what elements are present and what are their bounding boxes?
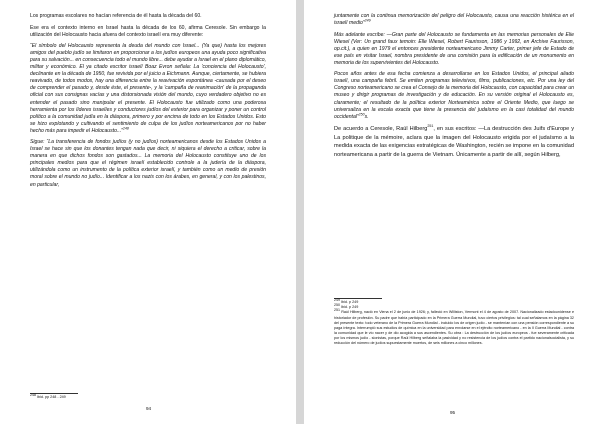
footnote-text: Raúl Hilberg, nació en Viena el 2 de junio de 1926; y, falleció en Williston, Vermont el 4 de agosto de 2007. Nacionalizado estadounidense e historiador de profesión. Su padre que había participado en la Primera Guerra Mundial, tuvo ciertos privilegios: tal cual señalamos en la página 32 del presente texto: todo veterano de la Primera Guerra Mundial - incluido los de origen judío - se mantenían con una pensión correspondiente a su paga íntegra. Interrumpió sus estudios de química en la universidad para enrolarse en el ejército norteamericano - en la II Guerra Mundial - contra la comunidad que le vio nacer y de dio acogida a sus ascendientes. Su obra : La destrucción de los judíos europeos - fue severamente criticada por los mismos judío - sionistas, porque Raúl Hilberg señalaba la pasividad y no resistencia de los judíos contra el partido nacionalsocialista, y su reducción del número de judíos supuestamente muertos, de seis millones a cinco millones.: [334, 310, 574, 345]
footnote-ref: 250: [358, 111, 365, 116]
right-footnotes: [334, 300, 574, 346]
quote-text: juntamente con la continua memorización del peligro del Holocausto, causa una reacción histérica en el israelí medio”: [334, 13, 574, 27]
block-quote: Más adelante escribe: —Gran parte del Holocausto se fundamenta en las memorias personales de Elie Wiesel (Ver: Un grand faux temoin: Elle Wiesel, Robert Faurisson, 1986 y 1992, en Archive Faurisson, op.cit.), a quien en 1979 el entonces presidente norteamericano Jimmy Carter, primer jefe de Estado de ese país en visitar Israel, nombra presidente de una comisión para la edificación de un monumento en memoria de los supervivientes del Holocausto.: [334, 31, 574, 66]
paragraph-text: De acuerdo a Ceresole, Raúl Hilberg: [334, 126, 428, 133]
left-footnotes: [30, 395, 266, 400]
paragraph-tail: , en sus escritos: —La destrucción des Juifs d'Europe y La politique de la mémoire, aclara que la imagen del Holocausto erigida por el judaísmo a la medida exacta de las exigencias estratégicas de Washington, recién se impone en la comunidad norteamericana a partir de la guerra de Vietnam. Únicamente a partir de allí, según Hilberg,: [334, 126, 575, 158]
footnote-text: Ibid. p 249: [341, 300, 359, 305]
footnote-text: Ibid. pp 248 - 249: [37, 395, 66, 400]
footnote-rule: [334, 298, 382, 299]
footnote-number: 250: [334, 303, 340, 308]
paragraph: Ese era el contexto interno en Israel hasta la década de los 60, afirma Ceresole. Sin embargo la utilización del Holocausto hacia afuera del contexto israelí era muy diferente:: [30, 24, 266, 38]
footnote-ref: 248: [122, 126, 129, 131]
footnote-ref: 249: [364, 18, 371, 23]
footnote-rule: [30, 393, 78, 394]
footnote: [30, 395, 266, 400]
footnote: [334, 310, 574, 345]
quote-text: Pocos años antes de esa fecha comienza a desarrollarse en los Estados Unidos, el principal aliado israelí, una campaña febril. Se emiten programas televisivos, films, publicaciones, etc. Por una ley del Congreso norteamericano se crea el Consejo de la memoria del Holocausto, con capacidad para crear un museo y dirigir programas de investigación y de educación. En su versión original el Holocausto es, claramente; el resultado de la política exterior Norteamérica sobre el Oriente Medio, que luego se universaliza en la escala exacta que tiene la presencia del judaísmo en la casi totalidad del mundo occidental”: [334, 71, 574, 120]
quote-text: “El símbolo del Holocausto representa la deuda del mundo con Israel... (Ya que) hasta los mejores amigos del pueblo judío se limitaron en proporcionar a los judíos europeos una ayuda poco significativa para su salvación... en consecuencia todo el mundo libre... debe ayudar a Israel en el plano diplomático, militar y económico. El ya citado escritor israelí Boaz Evron señala: La 'conciencia del Holocausto', declinante en la década de 1950, fue revivida por el juicio a Eichmann. Aunque, ciertamente, se hubiera reavivado, de todos modos, hay una diferencia entre la reavivación espontánea -causada por el deseo de comprender el pasado y, desde éste, el presente-, y la 'campaña de reanimación' de la propaganda oficial con sus consignas vacías y una distorsionada visión del mundo, cuyo verdadero objetivo no es entender el pasado sino manipular el presente. El Holocausto fue utilizado como una poderosa herramienta por los líderes israelíes y conductores judíos del exterior para organizar y poner un control político a la comunidad judía en la diáspora, primero y por encima de todo en los Estados Unidos. Esto se hizo explotando y cultivando el sentimiento de culpa de los judíos norteamericanos por no haber hecho más para impedir el Holocausto...”: [30, 43, 266, 134]
left-page-body: [30, 13, 266, 193]
page-number: 95: [450, 410, 456, 415]
block-quote: [334, 71, 574, 120]
paragraph: Los programas escolares no hacían referencia de él hasta la década del 60.: [30, 13, 202, 19]
left-page: [0, 0, 296, 424]
paragraph: [334, 125, 574, 159]
footnote-number: 248: [30, 393, 36, 397]
right-page-body: [334, 13, 574, 164]
quote-suffix: s.: [364, 113, 369, 120]
footnote-number: 251: [334, 308, 340, 313]
footnote-number: 249: [334, 298, 340, 302]
footnote-text: Ibid. p 249: [341, 305, 359, 310]
footnote-ref: 251: [427, 124, 434, 129]
block-quote: [334, 13, 574, 27]
right-page: [304, 0, 600, 424]
block-quote: Sigue: “La transferencia de fondos judíos (y no judíos) norteamericanos desde los Estados Unidos a Israel se hace sin que los donantes tengan nada que decir, ni siquiera el derecho a criticar, sobre la manera en que dichos fondos son gastados... La memoria del Holocausto constituye uno de los principales medios para que el régimen israelí establecido controle a la judería de la diáspora, utilizándola como un instrumento de la política exterior israelí, y también como un medio de presión moral sobre el mundo no judío... Identificar a los nazis con los árabes, en general, y con los palestinos, en particular,: [30, 139, 266, 188]
page-number: 94: [146, 406, 152, 411]
page-gutter: [296, 0, 304, 424]
block-quote: [30, 43, 266, 135]
